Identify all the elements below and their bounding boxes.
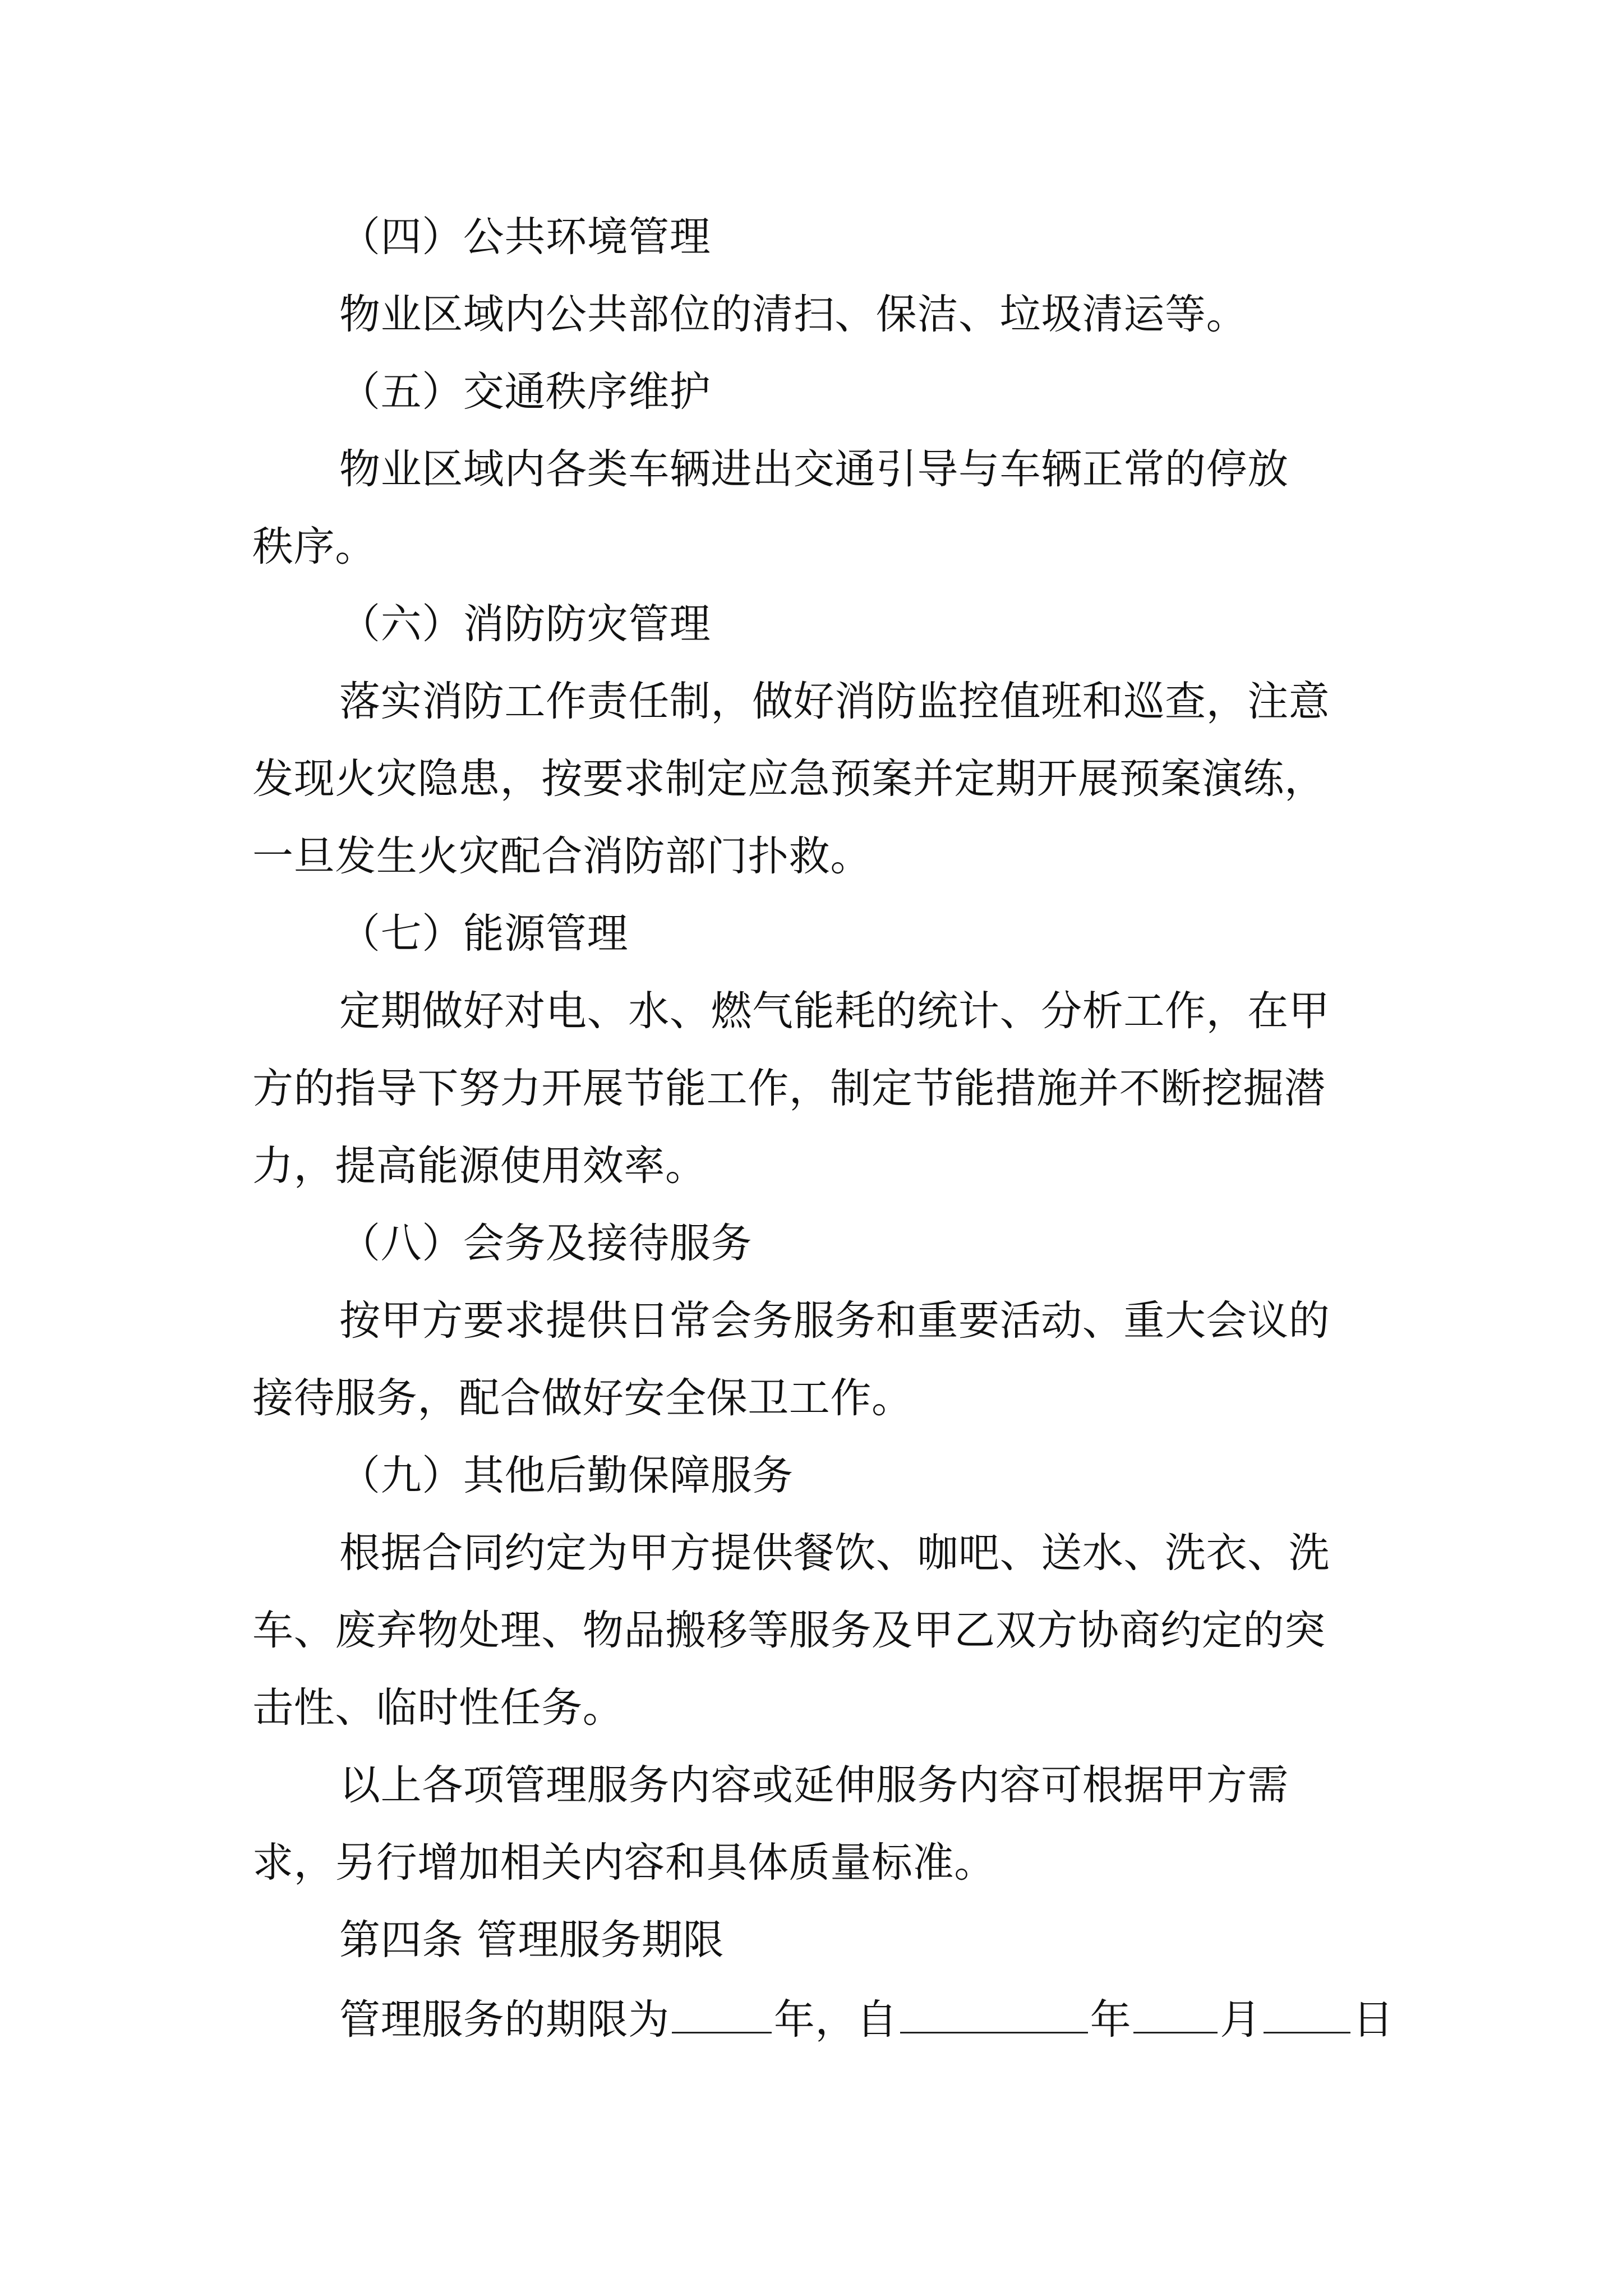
paragraph-line: 一旦发生火灾配合消防部门扑救。 <box>252 832 872 880</box>
start-year-blank-field[interactable] <box>900 1993 1088 2033</box>
paragraph-line: 定期做好对电、水、燃气能耗的统计、分析工作，在甲 <box>339 987 1330 1035</box>
service-term-line <box>252 1993 1394 2044</box>
paragraph-line: 物业区域内公共部位的清扫、保洁、垃圾清运等。 <box>339 291 1248 338</box>
section-heading-public-environment: （四）公共环境管理 <box>339 213 711 261</box>
start-day-blank-field[interactable] <box>1264 1993 1350 2033</box>
paragraph-line: 车、废弃物处理、物品搬移等服务及甲乙双方协商约定的突 <box>252 1607 1326 1654</box>
service-term-text: 年 <box>1090 1996 1132 2044</box>
service-term-text: 日 <box>1352 1996 1394 2044</box>
paragraph-line: 以上各项管理服务内容或延伸服务内容可根据甲方需 <box>339 1761 1289 1809</box>
service-term-text: 管理服务的期限为 <box>339 1996 670 2044</box>
service-term-text: 年，自 <box>773 1996 898 2044</box>
paragraph-line: 物业区域内各类车辆进出交通引导与车辆正常的停放 <box>339 445 1289 493</box>
section-heading-fire-prevention: （六）消防防灾管理 <box>339 600 711 648</box>
paragraph-line: 接待服务，配合做好安全保卫工作。 <box>252 1374 913 1422</box>
section-heading-traffic-order: （五）交通秩序维护 <box>339 368 711 416</box>
paragraph-line: 发现火灾隐患，按要求制定应急预案并定期开展预案演练， <box>252 755 1326 803</box>
paragraph-line: 根据合同约定为甲方提供餐饮、咖吧、送水、洗衣、洗 <box>339 1529 1330 1577</box>
paragraph-line: 击性、临时性任务。 <box>252 1684 624 1732</box>
paragraph-line: 按甲方要求提供日常会务服务和重要活动、重大会议的 <box>339 1297 1330 1345</box>
service-term-text: 月 <box>1220 1996 1261 2044</box>
document-body <box>252 212 1394 2044</box>
section-heading-reception-service: （八）会务及接待服务 <box>339 1220 752 1267</box>
paragraph-line: 力，提高能源使用效率。 <box>252 1142 707 1190</box>
start-month-blank-field[interactable] <box>1133 1993 1218 2033</box>
article-heading-service-term: 第四条 管理服务期限 <box>339 1916 725 1964</box>
years-blank-field[interactable] <box>672 1993 772 2033</box>
paragraph-line: 秩序。 <box>252 523 376 570</box>
section-heading-other-logistics: （九）其他后勤保障服务 <box>339 1452 794 1499</box>
paragraph-line: 落实消防工作责任制，做好消防监控值班和巡查，注意 <box>339 678 1330 725</box>
paragraph-line: 求，另行增加相关内容和具体质量标准。 <box>252 1839 995 1887</box>
section-heading-energy-management: （七）能源管理 <box>339 910 629 958</box>
paragraph-line: 方的指导下努力开展节能工作，制定节能措施并不断挖掘潜 <box>252 1065 1326 1112</box>
